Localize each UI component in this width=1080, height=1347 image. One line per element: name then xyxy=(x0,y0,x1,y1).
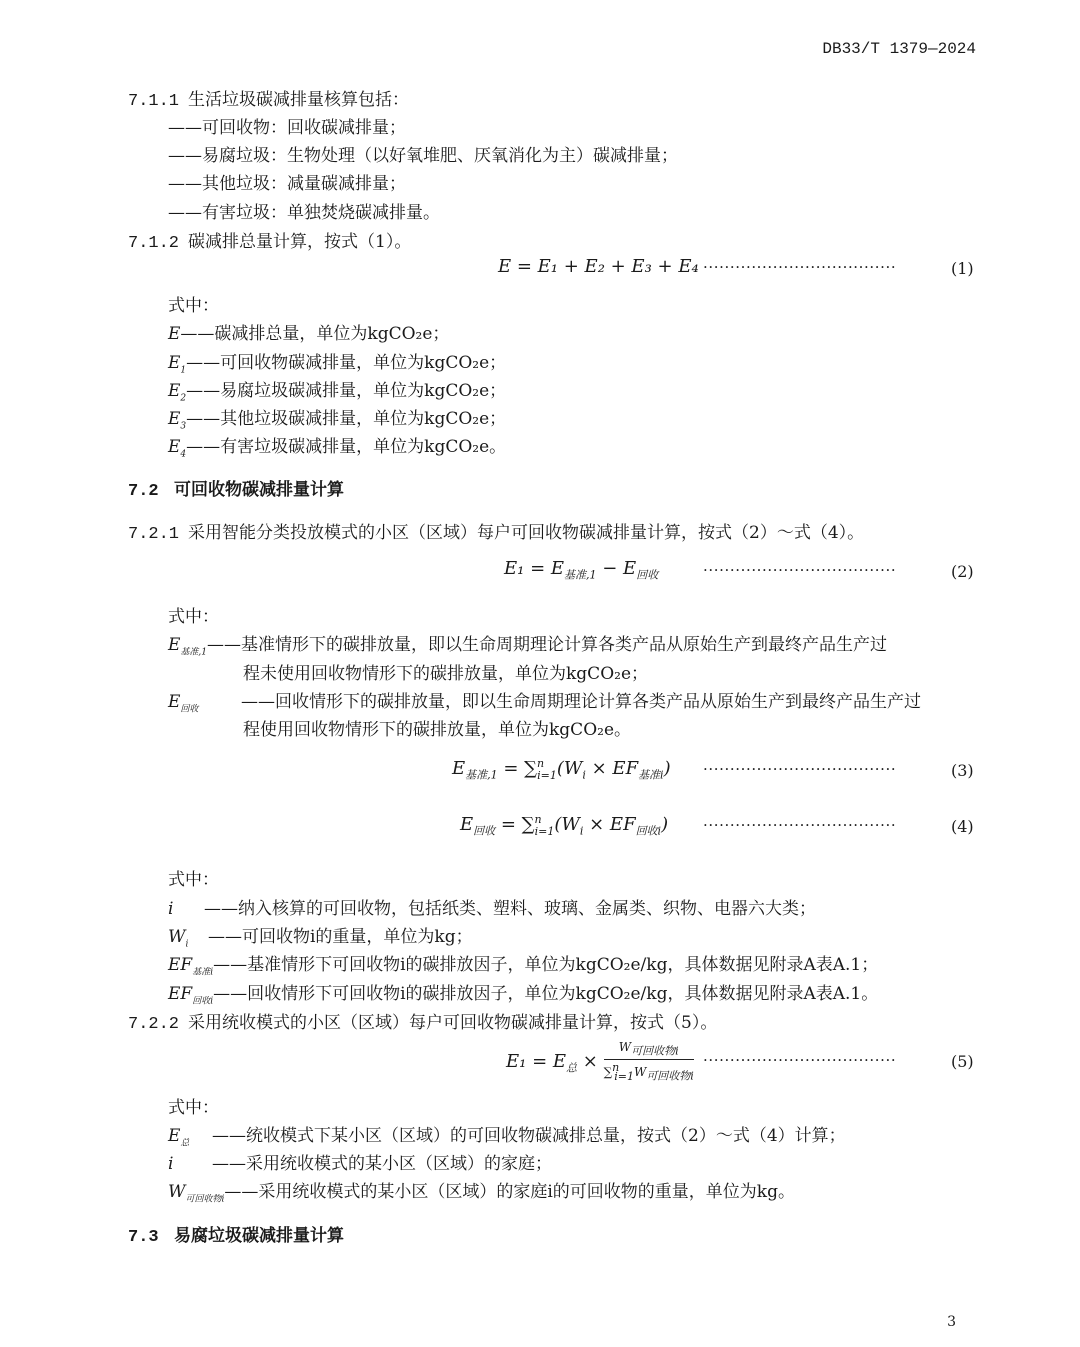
definition-symbol: $E_4$ xyxy=(168,437,187,460)
leader-dots: ···································· xyxy=(703,561,897,579)
equation-fraction: $\frac{W_{可回收物i}}{\sum^n_{i=1}W_{可回收物i}}$ xyxy=(603,1040,694,1083)
clause-7-2-2 xyxy=(128,1011,717,1037)
definition-text: 回收情形下的碳排放量，即以生命周期理论计算各类产品从原始生产到最终产品生产过 xyxy=(275,692,921,712)
definition-dash: —— xyxy=(208,927,242,947)
definition-dash: —— xyxy=(186,381,221,401)
definition-row xyxy=(168,1152,552,1176)
section-title: 可回收物碳减排量计算 xyxy=(174,480,344,499)
clause-text: 生活垃圾碳减排量核算包括： xyxy=(188,90,409,110)
equation-label: (5) xyxy=(951,1052,974,1071)
where-title: 式中： xyxy=(168,870,219,890)
definition-continuation: 程使用回收物情形下的碳排放量，单位为kgCO₂e。 xyxy=(243,720,632,740)
definition-symbol: $EF_{基准i}$ xyxy=(168,955,214,978)
definition-text: 采用统收模式的某小区（区域）的家庭i的可回收物的重量，单位为kg。 xyxy=(258,1182,795,1202)
definition-row xyxy=(168,925,473,956)
page-number: 3 xyxy=(947,1314,956,1330)
definition-symbol: i xyxy=(168,1154,174,1174)
leader-dots: ···································· xyxy=(703,1051,897,1069)
definition-row xyxy=(168,690,921,721)
definition-text: 可回收物碳减排量，单位为kgCO₂e； xyxy=(220,353,507,373)
definition-text: 其他垃圾碳减排量，单位为kgCO₂e； xyxy=(220,409,507,429)
list-item: ——有害垃圾：单独焚烧碳减排量。 xyxy=(168,203,440,223)
standard-number: DB33/T 1379—2024 xyxy=(822,40,976,58)
definition-dash: —— xyxy=(207,635,242,655)
equation-label: (1) xyxy=(951,259,974,278)
definition-row xyxy=(168,953,878,984)
where-title: 式中： xyxy=(168,607,219,627)
clause-number: 7.2.2 xyxy=(128,1015,180,1034)
equation-4: $E_{回收} = \sum^n_{i=1}(W_i \times EF_{回收i})$ xyxy=(460,813,669,838)
clause-text: 碳减排总量计算，按式（1）。 xyxy=(188,232,412,252)
section-heading-7-3 xyxy=(128,1224,344,1250)
equation-5: $E_1 = E_总$ × $\frac{W_{可回收物i}}{\sum^n_{i=1}W_{可回收物i}}$ xyxy=(506,1040,694,1083)
definition-row xyxy=(168,379,506,410)
definition-row xyxy=(168,322,449,346)
definition-dash: —— xyxy=(213,984,248,1004)
definition-dash: —— xyxy=(212,1154,246,1174)
definition-symbol: E xyxy=(168,324,181,344)
clause-number: 7.2.1 xyxy=(128,525,180,544)
definition-symbol: i xyxy=(168,899,174,919)
definition-text: 可回收物i的重量，单位为kg； xyxy=(242,927,473,947)
section-number: 7.2 xyxy=(128,482,159,501)
definition-row xyxy=(168,435,506,466)
section-title: 易腐垃圾碳减排量计算 xyxy=(174,1226,344,1245)
leader-dots: ···································· xyxy=(703,816,897,834)
definition-text: 采用统收模式的某小区（区域）的家庭； xyxy=(246,1154,552,1174)
clause-7-1-1 xyxy=(128,88,409,114)
definition-dash: —— xyxy=(212,1126,246,1146)
definition-symbol: $E_{回收}$ xyxy=(168,692,199,715)
clause-number: 7.1.2 xyxy=(128,234,180,253)
definition-text: 纳入核算的可回收物，包括纸类、塑料、玻璃、金属类、织物、电器六大类； xyxy=(238,899,816,919)
definition-dash: —— xyxy=(186,353,221,373)
section-number: 7.3 xyxy=(128,1228,159,1247)
definition-text: 基准情形下可回收物i的碳排放因子，单位为kgCO₂e/kg，具体数据见附录A表A.1； xyxy=(247,955,879,975)
clause-text: 采用统收模式的小区（区域）每户可回收物碳减排量计算，按式（5）。 xyxy=(188,1013,718,1033)
leader-dots: ···································· xyxy=(703,258,897,276)
equation-label: (3) xyxy=(951,761,974,780)
definition-row xyxy=(168,897,816,921)
definition-row xyxy=(168,351,506,382)
list-item: ——其他垃圾：减量碳减排量； xyxy=(168,174,406,194)
definition-symbol: $E_3$ xyxy=(168,409,187,432)
definition-row xyxy=(168,407,506,438)
clause-text: 采用智能分类投放模式的小区（区域）每户可回收物碳减排量计算，按式（2）～式（4）。 xyxy=(188,523,865,543)
clause-7-2-1 xyxy=(128,521,864,547)
leader-dots: ···································· xyxy=(703,760,897,778)
definition-row xyxy=(168,982,878,1013)
definition-symbol: $EF_{回收i}$ xyxy=(168,984,214,1007)
where-title: 式中： xyxy=(168,296,219,316)
definition-text: 统收模式下某小区（区域）的可回收物碳减排总量，按式（2）～式（4）计算； xyxy=(246,1126,846,1146)
section-heading-7-2 xyxy=(128,478,344,504)
definition-text: 有害垃圾碳减排量，单位为kgCO₂e。 xyxy=(220,437,507,457)
definition-symbol: $W_i$ xyxy=(168,927,189,950)
equation-2: $E_1 = E_{基准,1} - E_{回收}$ xyxy=(504,558,659,582)
list-item: ——易腐垃圾：生物处理（以好氧堆肥、厌氧消化为主）碳减排量； xyxy=(168,146,678,166)
eq-rhs: E₁ + E₂ + E₃ + E₄ xyxy=(537,256,699,277)
definition-dash: —— xyxy=(204,899,238,919)
clause-number: 7.1.1 xyxy=(128,92,180,111)
definition-dash: —— xyxy=(241,692,275,712)
definition-dash: —— xyxy=(186,437,221,457)
clause-7-1-2 xyxy=(128,230,411,256)
definition-symbol: $E_总$ xyxy=(168,1126,190,1149)
definition-symbol: $E_2$ xyxy=(168,381,187,404)
equation-label: (4) xyxy=(951,817,974,836)
definition-row xyxy=(168,1124,846,1155)
definition-symbol: $E_1$ xyxy=(168,353,187,376)
definition-dash: —— xyxy=(180,324,215,344)
definition-dash: —— xyxy=(213,955,248,975)
definition-text: 基准情形下的碳排放量，即以生命周期理论计算各类产品从原始生产到最终产品生产过 xyxy=(241,635,888,655)
equation-label: (2) xyxy=(951,562,974,581)
list-item: ——可回收物：回收碳减排量； xyxy=(168,118,406,138)
definition-text: 易腐垃圾碳减排量，单位为kgCO₂e； xyxy=(220,381,507,401)
eq-lhs: E xyxy=(498,256,512,277)
definition-row xyxy=(168,633,887,664)
where-title: 式中： xyxy=(168,1098,219,1118)
definition-dash: —— xyxy=(224,1182,259,1202)
definition-symbol: $W_{可回收物i}$ xyxy=(168,1182,225,1205)
definition-row xyxy=(168,1180,795,1211)
equation-1: E = E₁ + E₂ + E₃ + E₄ xyxy=(498,256,699,277)
definition-text: 回收情形下可回收物i的碳排放因子，单位为kgCO₂e/kg，具体数据见附录A表A.1。 xyxy=(247,984,879,1004)
equation-3: $E_{基准,1} = \sum^n_{i=1}(W_i \times EF_{基准i})$ xyxy=(452,757,671,782)
definition-text: 碳减排总量，单位为kgCO₂e； xyxy=(214,324,450,344)
definition-continuation: 程未使用回收物情形下的碳排放量，单位为kgCO₂e； xyxy=(243,664,649,684)
definition-dash: —— xyxy=(186,409,221,429)
definition-symbol: $E_{基准,1}$ xyxy=(168,635,208,658)
